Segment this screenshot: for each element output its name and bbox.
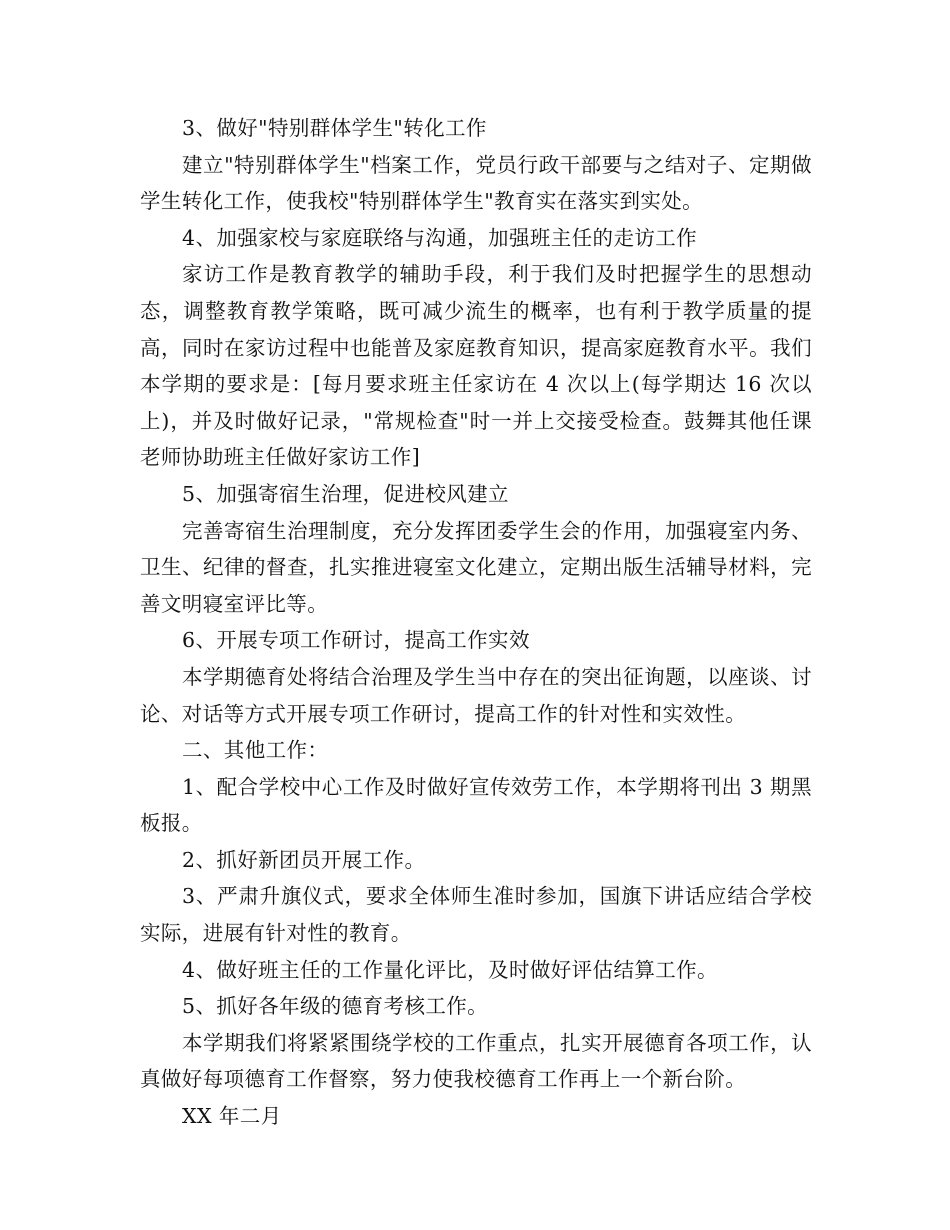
section-heading-6: 6、开展专项工作研讨，提高工作实效 bbox=[182, 628, 530, 653]
section-heading-4: 4、加强家校与家庭联络与沟通，加强班主任的走访工作 bbox=[182, 225, 698, 250]
list-item: 3、严肃升旗仪式，要求全体师生准时参加，国旗下讲话应结合学校实际，进展有针对性的教育。 bbox=[140, 884, 812, 946]
section-heading-5: 5、加强寄宿生治理，促进校风建立 bbox=[182, 481, 509, 506]
date-line: XX 年二月 bbox=[182, 1104, 282, 1129]
section-heading-3: 3、做好"特别群体学生"转化工作 bbox=[182, 116, 487, 140]
list-item: 5、抓好各年级的德育考核工作。 bbox=[182, 994, 489, 1019]
list-item: 1、配合学校中心工作及时做好宣传效劳工作，本学期将刊出 3 期黑板报。 bbox=[140, 774, 812, 836]
body-paragraph: 本学期德育处将结合治理及学生当中存在的突出征询题，以座谈、讨论、对话等方式开展专项工作研讨，提高工作的针对性和实效性。 bbox=[140, 664, 812, 726]
body-paragraph: 家访工作是教育教学的辅助手段，利于我们及时把握学生的思想动态，调整教育教学策略，既可减少流生的概率，也有利于教学质量的提高，同时在家访过程中也能普及家庭教育知识，提高家庭教育水平。我们本学期的要求是：[每月要求班主任家访在 4 次以上(每学期达 16 次以上)，并及时做好记录，"常规检查"时一并上交接受检查。鼓舞其他任课老师协助班主任做好家访工作] bbox=[140, 262, 812, 470]
body-paragraph: 完善寄宿生治理制度，充分发挥团委学生会的作用，加强寝室内务、卫生、纪律的督查，扎实推进寝室文化建立，定期出版生活辅导材料，完善文明寝室评比等。 bbox=[140, 518, 812, 616]
body-paragraph: 建立"特别群体学生"档案工作，党员行政干部要与之结对子、定期做学生转化工作，使我校"特别群体学生"教育实在落实到实处。 bbox=[140, 152, 812, 214]
list-item: 4、做好班主任的工作量化评比，及时做好评估结算工作。 bbox=[182, 957, 718, 982]
list-item: 2、抓好新团员开展工作。 bbox=[182, 847, 426, 872]
part-heading-other-work: 二、其他工作： bbox=[182, 738, 329, 763]
document-body bbox=[140, 110, 812, 1135]
closing-paragraph: 本学期我们将紧紧围绕学校的工作重点，扎实开展德育各项工作，认真做好每项德育工作督察，努力使我校德育工作再上一个新台阶。 bbox=[140, 1030, 812, 1092]
